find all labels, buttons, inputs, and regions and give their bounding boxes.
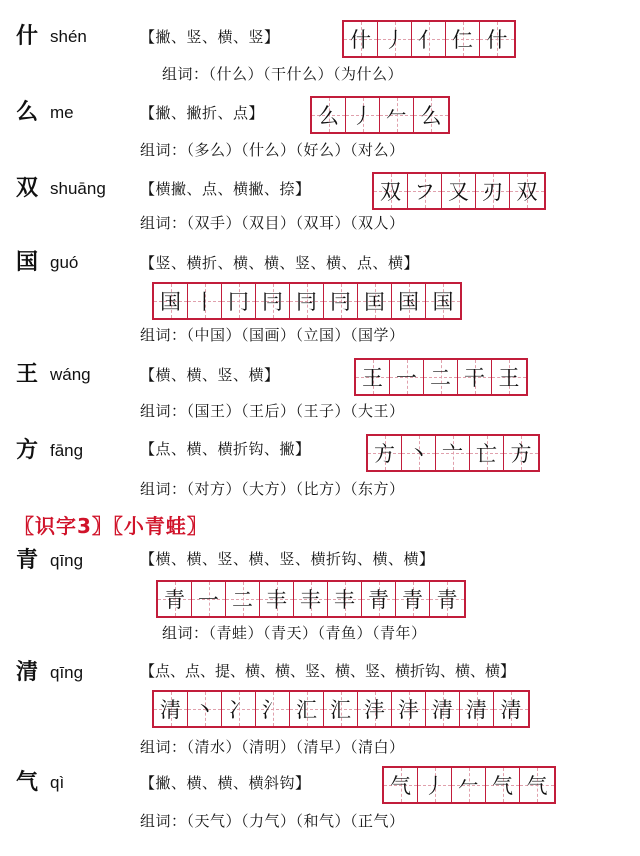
stroke-step: 什 (480, 22, 514, 56)
stroke-order-text: 【点、点、提、横、横、竖、横、竖、横折钩、横、横】 (140, 662, 516, 680)
stroke-step: 清 (426, 692, 460, 726)
stroke-step: 仁 (446, 22, 480, 56)
entry-character: 青 (16, 548, 39, 573)
entry-pinyin: guó (50, 253, 79, 272)
stroke-step: 气 (520, 768, 554, 802)
stroke-step: 清 (494, 692, 528, 726)
word-examples: 组词：（中国）（国画）（立国）（国学） (140, 326, 405, 344)
stroke-grid (152, 690, 530, 728)
stroke-step: 双 (510, 174, 544, 208)
word-examples: 组词：（双手）（双目）（双耳）（双人） (140, 214, 405, 232)
entry-pinyin: shén (50, 27, 87, 46)
stroke-step: 丿 (346, 98, 380, 132)
word-examples: 组词：（清水）（清明）（清早）（清白） (140, 738, 405, 756)
stroke-grid (342, 20, 516, 58)
stroke-step: 什 (344, 22, 378, 56)
stroke-step: 沣 (392, 692, 426, 726)
stroke-grid (156, 580, 466, 618)
word-examples: 组词：（多么）（什么）（好么）（对么） (140, 141, 405, 159)
stroke-step: 丿 (378, 22, 412, 56)
entry-character: 气 (16, 770, 39, 795)
word-examples: 组词：（什么）（干什么）（为什么） (162, 65, 404, 83)
word-examples: 组词：（青蛙）（青天）（青鱼）（青年） (162, 624, 427, 642)
entry-character: 什 (16, 24, 39, 49)
stroke-step: 冃 (256, 284, 290, 318)
stroke-step: 一 (390, 360, 424, 394)
stroke-step: 冃 (324, 284, 358, 318)
stroke-grid (152, 282, 462, 320)
stroke-grid (366, 434, 540, 472)
entry-pinyin: qì (50, 773, 65, 792)
stroke-step: 冂 (222, 284, 256, 318)
stroke-step: 么 (312, 98, 346, 132)
stroke-order-text: 【撇、横、横、横斜钩】 (140, 774, 311, 792)
stroke-grid (310, 96, 450, 134)
entry-pinyin: shuāng (50, 179, 106, 198)
entry-character: 国 (16, 250, 39, 275)
stroke-order-text: 【撇、竖、横、竖】 (140, 28, 280, 46)
entry-pinyin: me (50, 103, 74, 122)
stroke-step: 丰 (294, 582, 328, 616)
stroke-step: 丰 (260, 582, 294, 616)
stroke-step: 清 (460, 692, 494, 726)
stroke-step: 国 (154, 284, 188, 318)
stroke-step: 囯 (358, 284, 392, 318)
stroke-step: 二 (424, 360, 458, 394)
stroke-step: 沣 (358, 692, 392, 726)
stroke-step: フ (408, 174, 442, 208)
stroke-step: 丿 (418, 768, 452, 802)
stroke-step: 一 (192, 582, 226, 616)
word-examples: 组词：（天气）（力气）（和气）（正气） (140, 812, 405, 830)
entry-character: 王 (16, 362, 39, 387)
stroke-step: 又 (442, 174, 476, 208)
stroke-step: 国 (426, 284, 460, 318)
stroke-order-text: 【横撇、点、横撇、捺】 (140, 180, 311, 198)
stroke-step: 亠 (436, 436, 470, 470)
stroke-step: 𠂉 (452, 768, 486, 802)
stroke-step: 亻 (412, 22, 446, 56)
stroke-grid (382, 766, 556, 804)
entry-character: 么 (16, 100, 39, 125)
stroke-step: 方 (368, 436, 402, 470)
stroke-step: 双 (374, 174, 408, 208)
stroke-step: 丰 (328, 582, 362, 616)
stroke-step: 王 (356, 360, 390, 394)
stroke-step: 清 (154, 692, 188, 726)
stroke-step: 青 (362, 582, 396, 616)
stroke-step: 二 (226, 582, 260, 616)
stroke-step: 冃 (290, 284, 324, 318)
word-examples: 组词：（国王）（王后）（王子）（大王） (140, 402, 405, 420)
stroke-grid (372, 172, 546, 210)
stroke-order-text: 【点、横、横折钩、撇】 (140, 440, 311, 458)
stroke-step: 么 (414, 98, 448, 132)
stroke-step: 丶 (188, 692, 222, 726)
stroke-step: 干 (458, 360, 492, 394)
stroke-order-text: 【横、横、竖、横、竖、横折钩、横、横】 (140, 550, 435, 568)
stroke-step: 丶 (402, 436, 436, 470)
stroke-step: 氵 (256, 692, 290, 726)
stroke-step: 丨 (188, 284, 222, 318)
stroke-order-text: 【竖、横折、横、横、竖、横、点、横】 (140, 254, 420, 272)
entry-character: 方 (16, 438, 39, 463)
stroke-step: 青 (430, 582, 464, 616)
stroke-step: 青 (158, 582, 192, 616)
stroke-step: 气 (384, 768, 418, 802)
stroke-step: 气 (486, 768, 520, 802)
stroke-grid (354, 358, 528, 396)
entry-character: 清 (16, 660, 39, 685)
section-title: 〖识字3〗〖小青蛙〗 (14, 514, 208, 538)
stroke-order-text: 【撇、撇折、点】 (140, 104, 265, 122)
stroke-step: 𠂉 (380, 98, 414, 132)
entry-pinyin: qīng (50, 551, 84, 570)
entry-pinyin: fāng (50, 441, 84, 460)
stroke-step: 国 (392, 284, 426, 318)
entry-pinyin: qīng (50, 663, 84, 682)
stroke-step: 亡 (470, 436, 504, 470)
stroke-order-text: 【横、横、竖、横】 (140, 366, 280, 384)
stroke-step: 刃 (476, 174, 510, 208)
stroke-step: 汇 (290, 692, 324, 726)
word-examples: 组词：（对方）（大方）（比方）（东方） (140, 480, 405, 498)
stroke-step: 汇 (324, 692, 358, 726)
stroke-step: 青 (396, 582, 430, 616)
entry-character: 双 (16, 176, 39, 201)
entry-pinyin: wáng (50, 365, 91, 384)
stroke-step: 冫 (222, 692, 256, 726)
stroke-step: 方 (504, 436, 538, 470)
stroke-step: 王 (492, 360, 526, 394)
